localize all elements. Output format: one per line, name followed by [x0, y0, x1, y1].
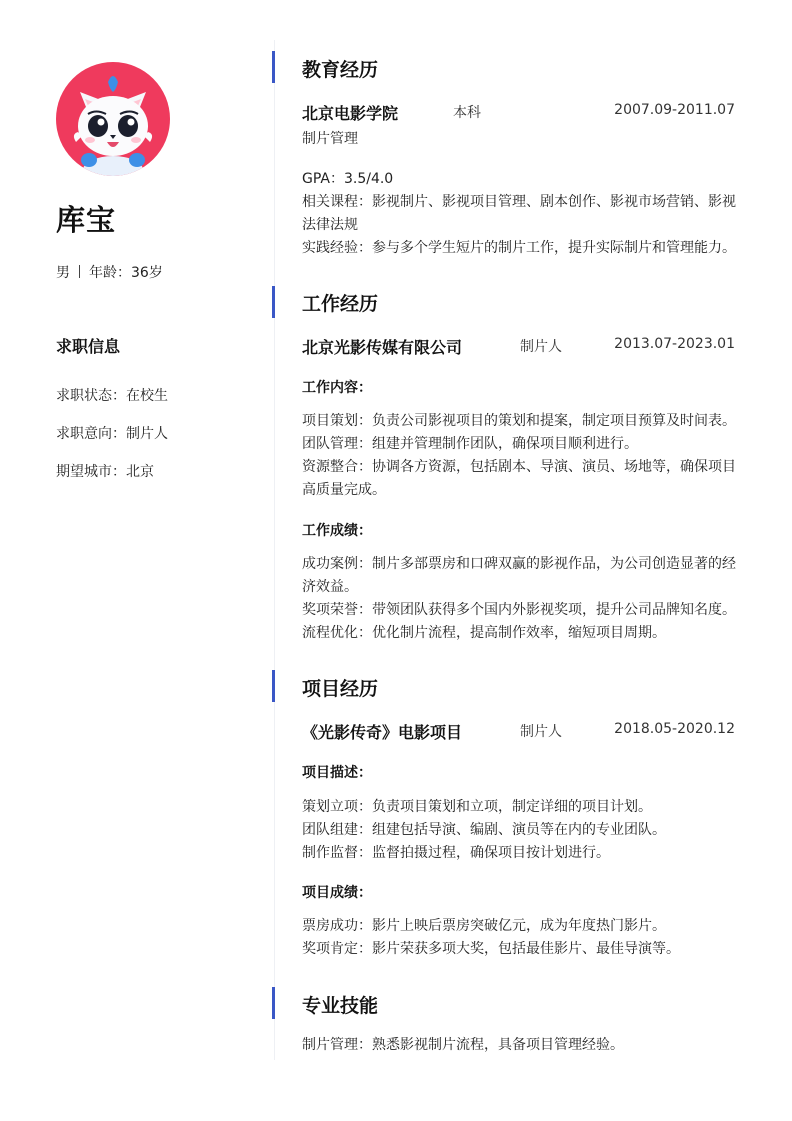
courses: 相关课程：影视制片、影视项目管理、剧本创作、影视市场营销、影视法律法规 [302, 194, 736, 233]
avatar [56, 62, 170, 176]
section-marker [272, 51, 275, 83]
section-marker [272, 286, 275, 318]
project-period: 2018.05-2020.12 [614, 721, 735, 737]
project-desc-item: 策划立项：负责项目策划和立项，制定详细的项目计划。 [302, 799, 652, 815]
education-details [302, 168, 738, 260]
work-content [302, 410, 738, 502]
separator [79, 265, 80, 278]
work-content-item: 资源整合：协调各方资源，包括剧本、导演、演员、场地等，确保项目高质量完成。 [302, 459, 736, 498]
work-results [302, 553, 738, 645]
education-title: 教育经历 [302, 59, 379, 81]
work-result-item: 成功案例：制片多部票房和口碑双赢的影视作品，为公司创造显著的经济效益。 [302, 556, 736, 595]
job-seeking-title: 求职信息 [56, 337, 121, 356]
project-result-item: 票房成功：影片上映后票房突破亿元，成为年度热门影片。 [302, 918, 666, 934]
school-name: 北京电影学院 [302, 104, 399, 123]
project-desc-item: 制作监督：监督拍摄过程，确保项目按计划进行。 [302, 845, 610, 861]
skills-list [302, 1034, 738, 1057]
expected-city: 期望城市：北京 [56, 464, 154, 480]
major: 制片管理 [302, 131, 358, 147]
work-content-item: 项目策划：负责公司影视项目的策划和提案，制定项目预算及时间表。 [302, 413, 736, 429]
work-period: 2013.07-2023.01 [614, 336, 735, 352]
gpa: GPA：3.5/4.0 [302, 171, 394, 187]
skill-item: 制片管理：熟悉影视制片流程，具备项目管理经验。 [302, 1037, 624, 1053]
work-result-item: 奖项荣誉：带领团队获得多个国内外影视奖项，提升公司品牌知名度。 [302, 602, 736, 618]
section-marker [272, 987, 275, 1019]
project-results [302, 915, 738, 961]
project-results-title: 项目成绩： [302, 885, 372, 901]
basic-info [56, 262, 163, 282]
project-desc [302, 796, 738, 865]
cat-mascot-icon [56, 62, 170, 176]
job-status: 求职状态：在校生 [56, 388, 168, 404]
work-content-title: 工作内容： [302, 380, 372, 396]
gender: 男 [56, 265, 70, 281]
work-result-item: 流程优化：优化制片流程，提高制作效率，缩短项目周期。 [302, 625, 666, 641]
degree: 本科 [453, 105, 481, 121]
company-name: 北京光影传媒有限公司 [302, 338, 463, 357]
skills-title: 专业技能 [302, 995, 379, 1017]
candidate-name: 库宝 [56, 203, 117, 237]
project-title: 项目经历 [302, 678, 379, 700]
education-period: 2007.09-2011.07 [614, 102, 735, 118]
project-desc-title: 项目描述： [302, 765, 372, 781]
practice: 实践经验：参与多个学生短片的制片工作，提升实际制片和管理能力。 [302, 240, 736, 256]
work-content-item: 团队管理：组建并管理制作团队，确保项目顺利进行。 [302, 436, 638, 452]
project-role: 制片人 [520, 724, 562, 740]
column-divider [274, 40, 275, 1060]
sidebar [0, 0, 272, 1121]
project-desc-item: 团队组建：组建包括导演、编剧、演员等在内的专业团队。 [302, 822, 666, 838]
section-marker [272, 670, 275, 702]
work-role: 制片人 [520, 339, 562, 355]
age: 年龄：36岁 [89, 265, 163, 281]
work-title: 工作经历 [302, 293, 379, 315]
work-results-title: 工作成绩： [302, 523, 372, 539]
project-result-item: 奖项肯定：影片荣获多项大奖，包括最佳影片、最佳导演等。 [302, 941, 680, 957]
project-name: 《光影传奇》电影项目 [302, 723, 463, 742]
job-intent: 求职意向：制片人 [56, 426, 168, 442]
